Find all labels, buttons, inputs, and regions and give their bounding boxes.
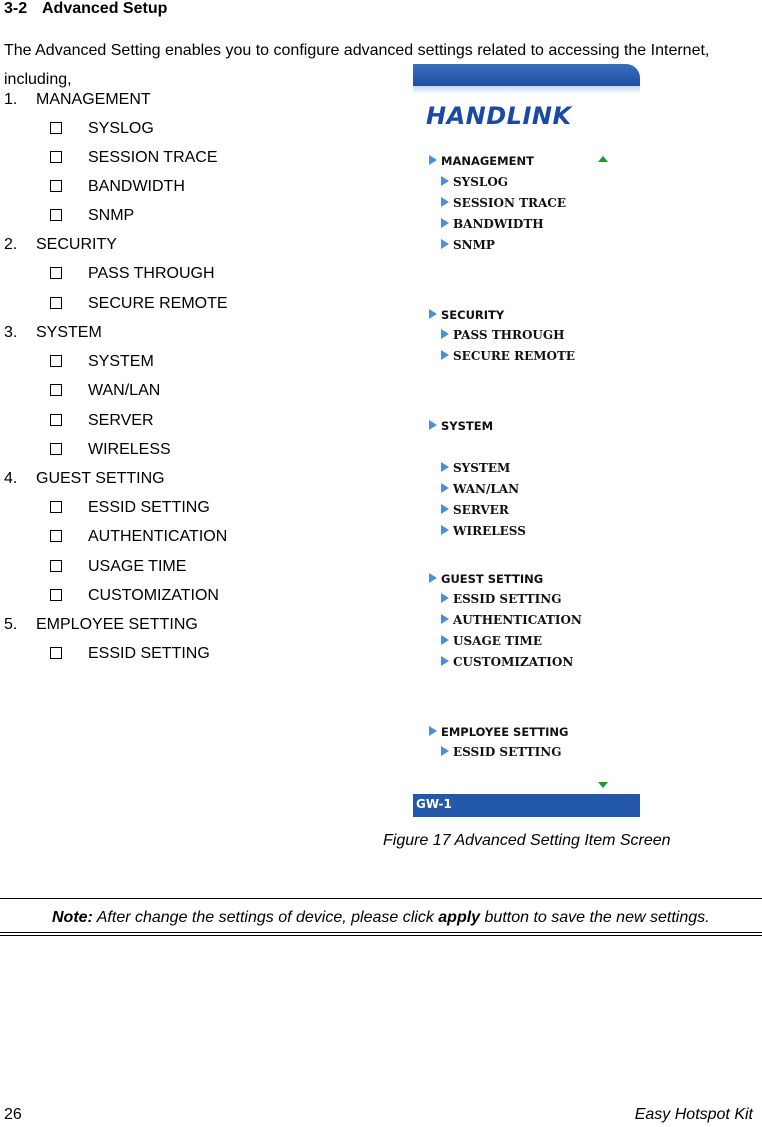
arrow-right-icon xyxy=(429,573,437,583)
arrow-right-icon xyxy=(441,614,449,624)
outline-item: SESSION TRACE xyxy=(50,148,218,168)
outline-item: WAN/LAN xyxy=(50,381,160,401)
outline-item: AUTHENTICATION xyxy=(50,527,227,547)
outline-item: SNMP xyxy=(50,206,134,226)
outline-item: USAGE TIME xyxy=(50,557,186,577)
section-title: Advanced Setup xyxy=(42,0,168,17)
note-divider-top xyxy=(0,898,762,899)
arrow-right-icon xyxy=(429,309,437,319)
note-label: Note: xyxy=(52,909,93,926)
outline-group-system: 3. SYSTEM xyxy=(4,324,102,341)
apply-keyword: apply xyxy=(438,909,481,926)
arrow-right-icon xyxy=(441,239,449,249)
outline-item: PASS THROUGH xyxy=(50,264,215,284)
outline-item: CUSTOMIZATION xyxy=(50,586,219,606)
outline-group-security: 2. SECURITY xyxy=(4,236,117,253)
menu-employee-essid-setting[interactable]: ESSID SETTING xyxy=(441,745,562,759)
outline-item: SYSTEM xyxy=(50,352,154,372)
section-number: 3-2 xyxy=(4,0,28,17)
menu-usage-time[interactable]: USAGE TIME xyxy=(441,634,542,648)
arrow-right-icon xyxy=(441,635,449,645)
menu-guest-setting[interactable]: GUEST SETTING xyxy=(429,572,543,586)
menu-snmp[interactable]: SNMP xyxy=(441,238,495,252)
arrow-right-icon xyxy=(441,350,449,360)
checkbox-icon xyxy=(50,355,62,367)
menu-wan-lan[interactable]: WAN/LAN xyxy=(441,482,519,496)
menu-security[interactable]: SECURITY xyxy=(429,308,504,322)
menu-bandwidth[interactable]: BANDWIDTH xyxy=(441,217,544,231)
arrow-right-icon xyxy=(429,155,437,165)
section-heading xyxy=(4,0,167,18)
menu-management[interactable]: MANAGEMENT xyxy=(429,154,534,168)
checkbox-icon xyxy=(50,122,62,134)
checkbox-icon xyxy=(50,501,62,513)
checkbox-icon xyxy=(50,530,62,542)
arrow-right-icon xyxy=(441,504,449,514)
checkbox-icon xyxy=(50,180,62,192)
arrow-right-icon xyxy=(429,726,437,736)
advanced-setting-menu-figure xyxy=(413,64,640,817)
menu-system[interactable]: SYSTEM xyxy=(441,461,510,475)
outline-group-employee-setting: 5. EMPLOYEE SETTING xyxy=(4,616,198,633)
panel-top-bar xyxy=(413,64,640,86)
note-text: Note: After change the settings of device, please click apply button to save the new settings. xyxy=(52,909,710,926)
checkbox-icon xyxy=(50,151,62,163)
checkbox-icon xyxy=(50,647,62,659)
menu-pass-through[interactable]: PASS THROUGH xyxy=(441,328,564,342)
menu-authentication[interactable]: AUTHENTICATION xyxy=(441,613,582,627)
outline-group-guest-setting: 4. GUEST SETTING xyxy=(4,470,165,487)
arrow-right-icon xyxy=(429,420,437,430)
checkbox-icon xyxy=(50,267,62,279)
outline-item: BANDWIDTH xyxy=(50,177,185,197)
outline-item: ESSID SETTING xyxy=(50,644,210,664)
page-number: 26 xyxy=(4,1106,22,1123)
intro-paragraph: The Advanced Setting enables you to configure advanced settings related to accessing the Internet, including, xyxy=(4,42,710,88)
menu-session-trace[interactable]: SESSION TRACE xyxy=(441,196,566,210)
figure-caption: Figure 17 Advanced Setting Item Screen xyxy=(383,832,671,849)
checkbox-icon xyxy=(50,384,62,396)
outline-item: SECURE REMOTE xyxy=(50,294,228,314)
menu-guest-essid-setting[interactable]: ESSID SETTING xyxy=(441,592,562,606)
arrow-right-icon xyxy=(441,176,449,186)
arrow-right-icon xyxy=(441,197,449,207)
arrow-right-icon xyxy=(441,462,449,472)
menu-employee-setting[interactable]: EMPLOYEE SETTING xyxy=(429,725,569,739)
checkbox-icon xyxy=(50,209,62,221)
checkbox-icon xyxy=(50,297,62,309)
panel-footer xyxy=(413,794,640,817)
outline-item: ESSID SETTING xyxy=(50,498,210,518)
arrow-right-icon xyxy=(441,525,449,535)
checkbox-icon xyxy=(50,443,62,455)
checkbox-icon xyxy=(50,414,62,426)
arrow-right-icon xyxy=(441,218,449,228)
note-divider-bottom xyxy=(0,932,762,933)
scroll-down-icon[interactable] xyxy=(598,782,608,788)
outline-item: SYSLOG xyxy=(50,119,154,139)
handlink-logo: HANDLINK xyxy=(426,102,572,130)
outline-item: WIRELESS xyxy=(50,440,171,460)
menu-customization[interactable]: CUSTOMIZATION xyxy=(441,655,573,669)
arrow-right-icon xyxy=(441,593,449,603)
outline-item: SERVER xyxy=(50,411,154,431)
arrow-right-icon xyxy=(441,483,449,493)
menu-server[interactable]: SERVER xyxy=(441,503,509,517)
menu-syslog[interactable]: SYSLOG xyxy=(441,175,508,189)
arrow-right-icon xyxy=(441,656,449,666)
footer-title: Easy Hotspot Kit xyxy=(634,1106,753,1123)
arrow-right-icon xyxy=(441,329,449,339)
checkbox-icon xyxy=(50,560,62,572)
device-model-label: GW-1 xyxy=(416,797,452,811)
arrow-right-icon xyxy=(441,746,449,756)
menu-secure-remote[interactable]: SECURE REMOTE xyxy=(441,349,575,363)
checkbox-icon xyxy=(50,589,62,601)
outline-group-management: 1. MANAGEMENT xyxy=(4,91,151,108)
scroll-up-icon[interactable] xyxy=(598,156,608,162)
menu-wireless[interactable]: WIRELESS xyxy=(441,524,526,538)
menu-system-group[interactable]: SYSTEM xyxy=(429,419,493,433)
